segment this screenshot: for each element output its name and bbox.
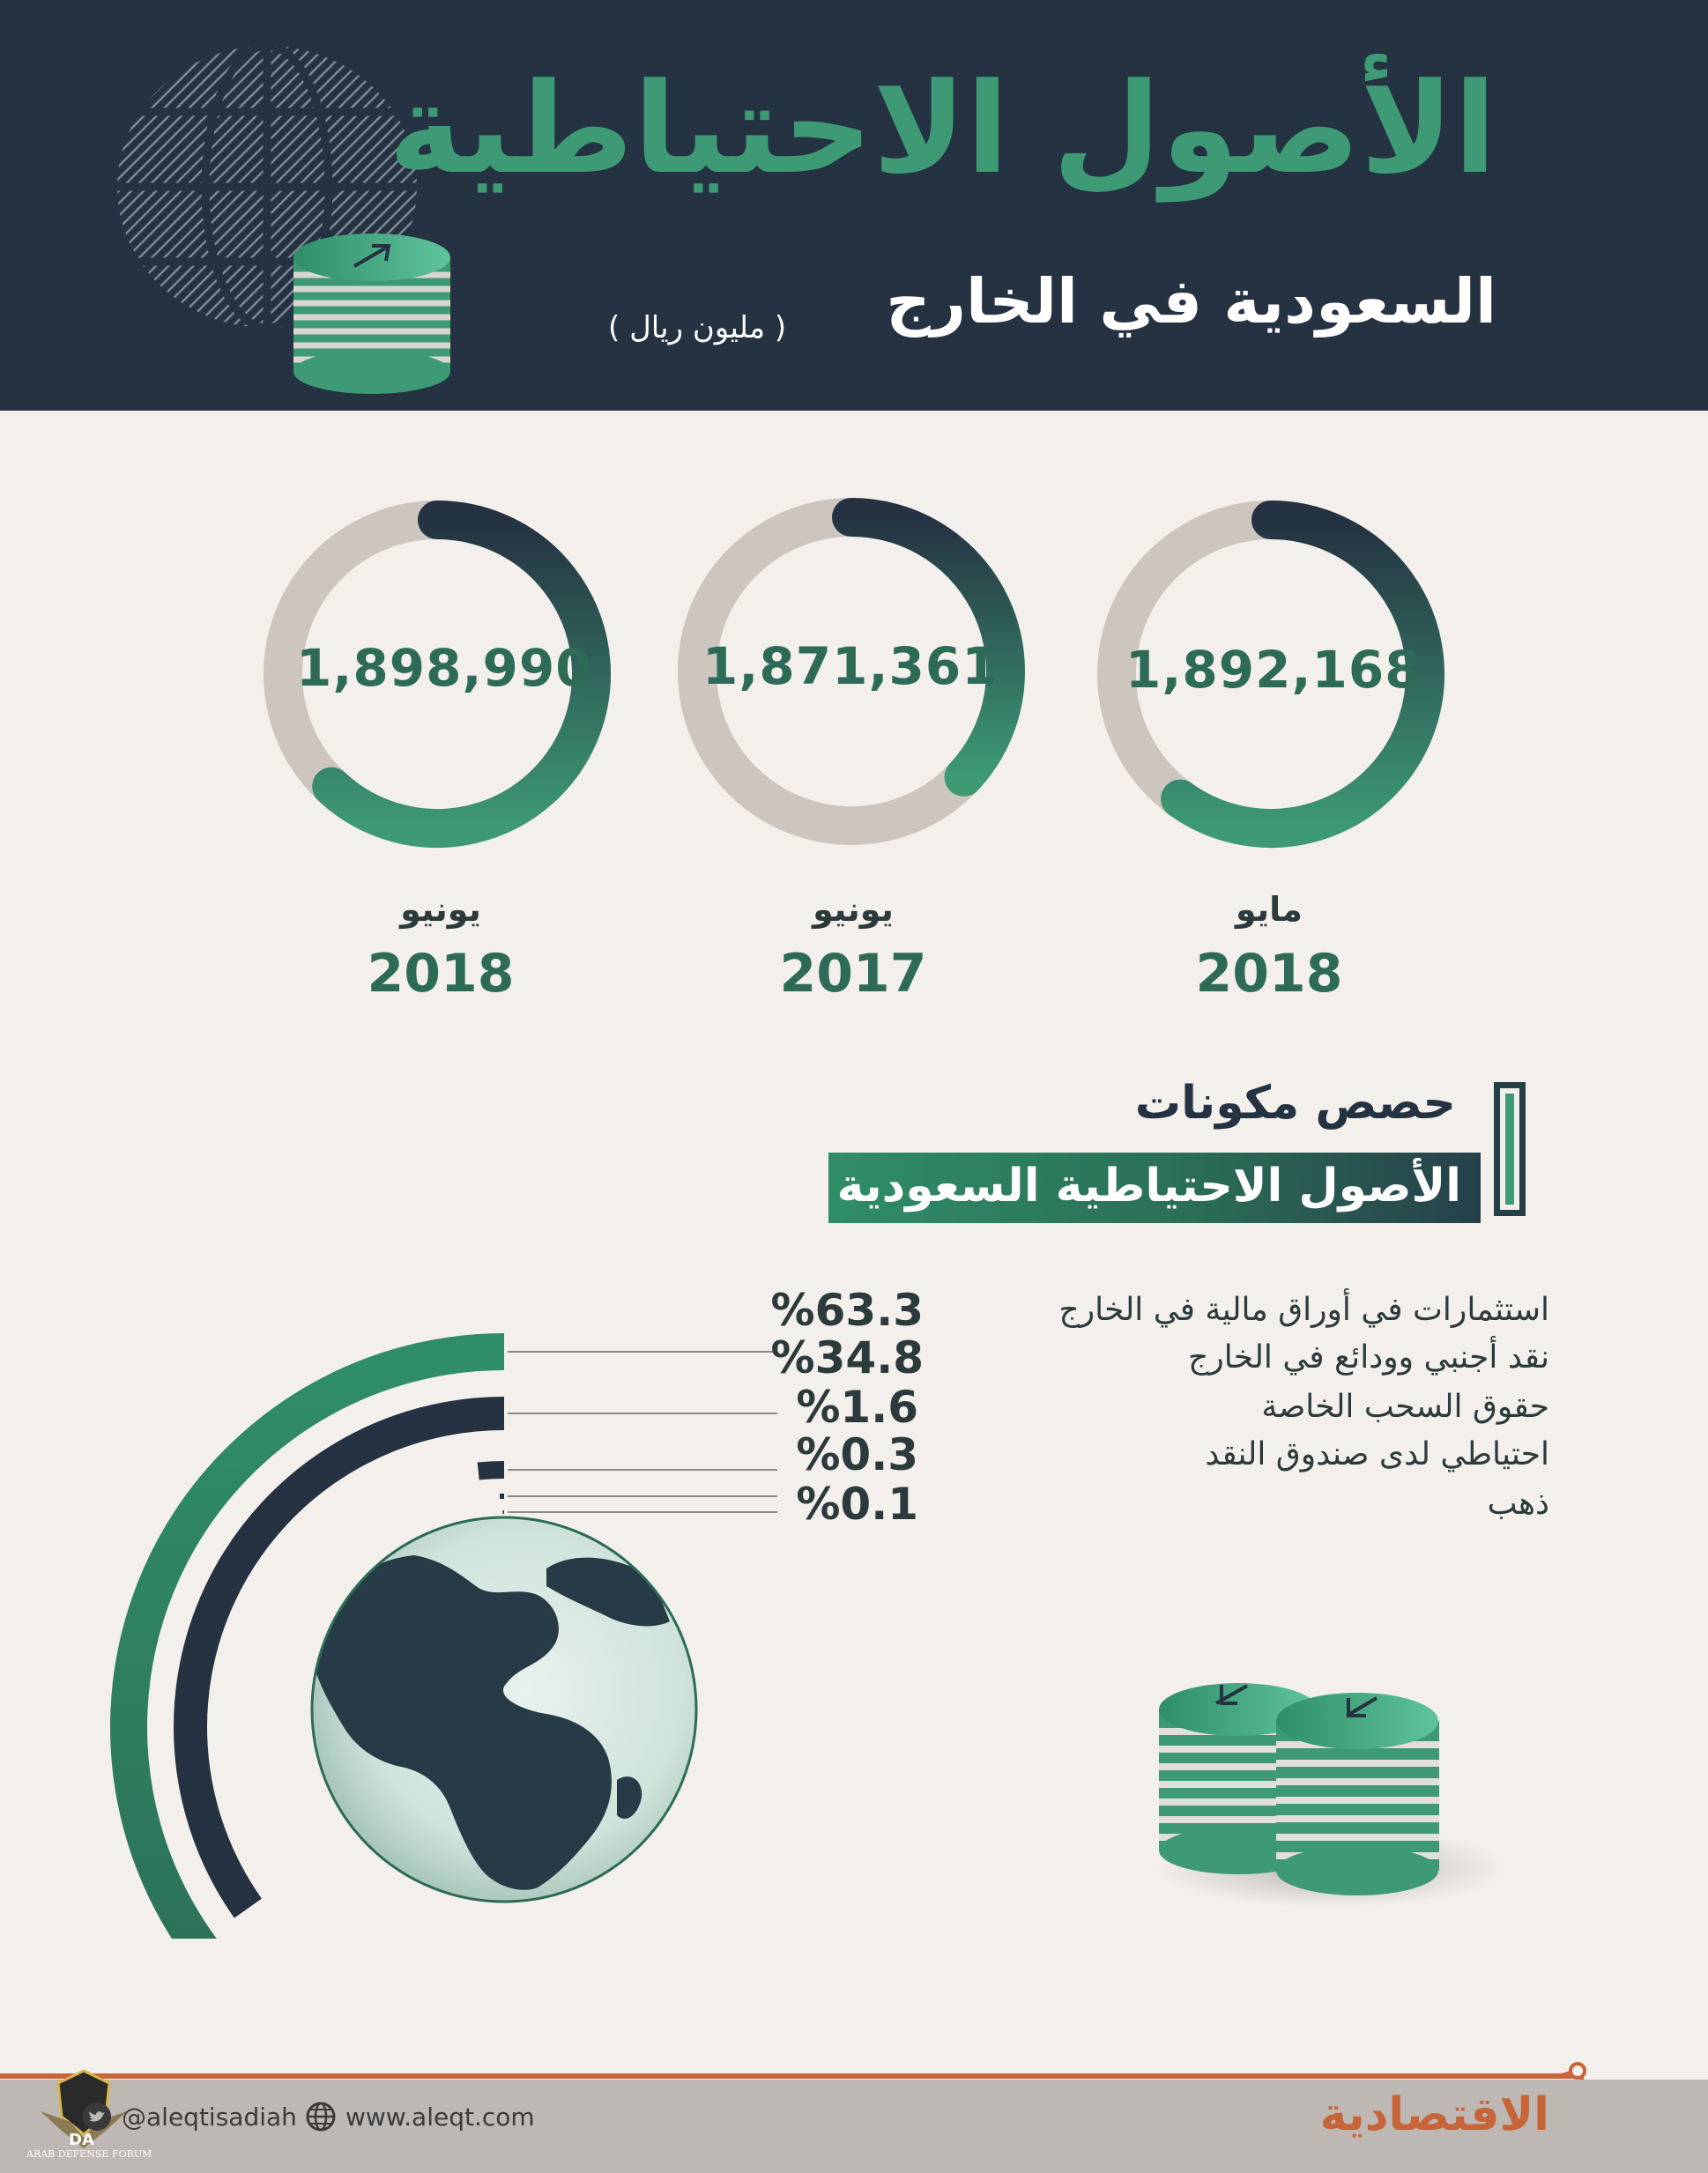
coin-stacks-icon bbox=[1146, 1670, 1498, 1908]
section-subtitle: الأصول الاحتياطية السعودية bbox=[836, 1160, 1461, 1213]
pct-gold: %0.1 bbox=[796, 1479, 918, 1530]
total-value-june-2018: 1,898,990 bbox=[296, 638, 592, 698]
pct-sdr: %1.6 bbox=[796, 1382, 918, 1433]
forum-name: ARAB DEFENSE FORUM bbox=[26, 2148, 152, 2160]
section-title: حصص مكونات bbox=[1134, 1077, 1456, 1130]
period-year-june-2018: 2018 bbox=[367, 943, 515, 1005]
label-securities: استثمارات في أوراق مالية في الخارج bbox=[1058, 1292, 1549, 1328]
total-value-may-2018: 1,892,168 bbox=[1125, 640, 1422, 700]
website-globe-icon bbox=[305, 2101, 337, 2132]
total-value-june-2017: 1,871,361 bbox=[702, 636, 999, 696]
brand-logo: الاقتصادية bbox=[1319, 2088, 1549, 2141]
pct-securities: %63.3 bbox=[770, 1285, 924, 1336]
footer-divider bbox=[0, 2073, 1578, 2079]
unit-label: ( مليون ريال ) bbox=[608, 310, 787, 345]
section-marker bbox=[1494, 1082, 1526, 1216]
header-banner bbox=[0, 0, 1708, 411]
earth-globe-icon bbox=[312, 1517, 696, 1921]
composition-arc bbox=[479, 1470, 504, 1471]
twitter-handle[interactable]: @aleqtisadiah bbox=[122, 2103, 297, 2132]
period-month-june-2018: يونيو bbox=[400, 890, 481, 929]
twitter-icon bbox=[81, 2101, 113, 2132]
label-sdr: حقوق السحب الخاصة bbox=[1261, 1389, 1549, 1425]
website-link[interactable]: www.aleqt.com bbox=[345, 2103, 535, 2132]
pct-imf-reserve: %0.3 bbox=[796, 1429, 918, 1480]
sub-title: السعودية في الخارج bbox=[886, 265, 1496, 337]
pct-foreign-cash: %34.8 bbox=[770, 1332, 924, 1383]
label-gold: ذهب bbox=[1487, 1486, 1549, 1522]
coin-stack-icon bbox=[291, 231, 454, 398]
period-month-june-2017: يونيو bbox=[813, 890, 894, 929]
period-month-may-2018: مايو bbox=[1236, 890, 1303, 929]
period-year-june-2017: 2017 bbox=[779, 943, 927, 1005]
forum-abbreviation: DA bbox=[69, 2131, 94, 2149]
period-year-may-2018: 2018 bbox=[1195, 943, 1343, 1005]
label-foreign-cash: نقد أجنبي وودائع في الخارج bbox=[1188, 1339, 1549, 1376]
label-imf-reserve: احتياطي لدى صندوق النقد bbox=[1205, 1436, 1549, 1472]
main-title: الأصول الاحتياطية bbox=[388, 56, 1496, 202]
